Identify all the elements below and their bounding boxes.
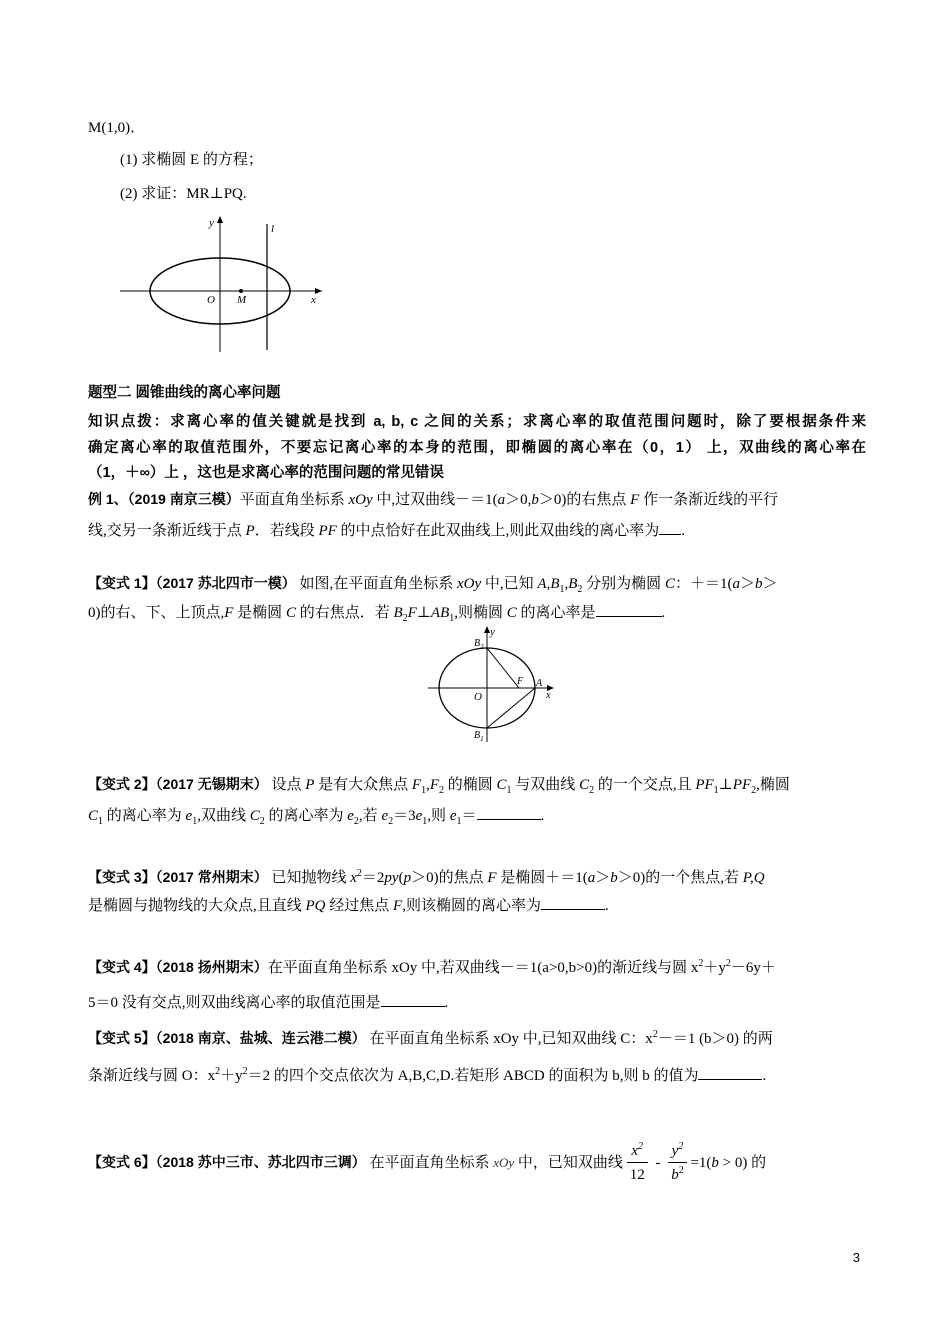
- variant-6-label: 【变式 6】（2018 苏中三市、苏北四市三调）: [88, 1153, 366, 1170]
- label-f: F: [517, 676, 524, 687]
- variant-3-line-2: 是椭圆与抛物线的大众点,且直线 PQ 经过焦点 F,则该椭圆的离心率为 .: [88, 895, 866, 916]
- y-axis-arrow: [217, 216, 223, 223]
- answer-blank: [477, 805, 541, 820]
- variant-4-line-1: 【变式 4】（2018 扬州期末）在平面直角坐标系 xOy 中,若双曲线－＝1(a>0,b>0)的渐近线与圆 $x^2+y^2-6y+$: [88, 958, 776, 976]
- tip-line-3: （1，＋∞）上 ，这也是求离心率的范围问题的常见错误: [88, 465, 444, 481]
- example-1-label: 例 1、（2019 南京三模）: [88, 491, 240, 507]
- label-o: O: [207, 294, 215, 306]
- variant-3-line-1: 【变式 3】（2017 常州期末） 已知抛物线 $x^2=2py(p>0)$的焦点 F 是椭圆＋＝1(a＞b＞0)的一个焦点,若 P,Q: [88, 868, 765, 886]
- variant-3-label: 【变式 3】（2017 常州期末）: [88, 869, 268, 885]
- variant-5-label: 【变式 5】（2018 南京、盐城、连云港二模）: [88, 1030, 366, 1046]
- label-m: M: [237, 294, 247, 306]
- label-y: y: [209, 217, 214, 229]
- ellipse-figure-2: [424, 622, 559, 744]
- segment-b2f: [487, 648, 519, 688]
- ellipse-figure-1: [110, 212, 335, 358]
- label-l: l: [271, 223, 275, 235]
- label-x: x: [311, 294, 316, 306]
- label-y: y: [490, 626, 495, 638]
- variant-6-line-1: 【变式 6】（2018 苏中三市、苏北四市三调） 在平面直角坐标系 xOy 中，已知双曲线 $\frac{x^2}{12}$ - $\frac{y^2}{b^2}$ =1(b > 0) 的: [88, 1140, 866, 1200]
- tip-line-1: 知识点拨：求离心率的值关键就是找到 a, b, c 之间的关系；求离心率的取值范围问题时，除了要根据条件来: [88, 414, 866, 430]
- section-title: 题型二 圆锥曲线的离心率问题: [88, 385, 281, 401]
- label-a: A: [536, 678, 543, 689]
- variant-1-label: 【变式 1】（2017 苏北四市一模）: [88, 575, 296, 591]
- prev-line: M(1,0)．: [88, 120, 146, 136]
- segment-ab1: [487, 688, 535, 728]
- variant-2-line-1: 【变式 2】（2017 无锡期末） 设点 P 是有大众焦点 $F_1,F_2$ 的椭圆 $C_1$ 与双曲线 $C_2$ 的一个交点,且 $PF_1\perp PF_2$,椭圆: [88, 776, 790, 796]
- question-1: (1) 求椭圆 E 的方程；: [120, 152, 263, 168]
- x-axis-arrow: [315, 288, 322, 294]
- variant-1-line-1: 【变式 1】（2017 苏北四市一模） 如图,在平面直角坐标系 xOy 中,已知 $A,B_1,B_2$ 分别为椭圆 C：＋＝1(a＞b＞: [88, 575, 778, 595]
- variant-1-line-2: 0)的右、下、上顶点,F 是椭圆 C 的右焦点．若 $B_2F\perp AB_1$,则椭圆 C 的离心率是 .: [88, 602, 866, 623]
- variant-2-label: 【变式 2】（2017 无锡期末）: [88, 776, 268, 792]
- variant-5-line-1: 【变式 5】（2018 南京、盐城、连云港二模） 在平面直角坐标系 xOy 中,已知双曲线 C：$x^2-=1$ (b＞0) 的两: [88, 1029, 773, 1047]
- tip-line-2: 确定离心率的取值范围外，不要忘记离心率的本身的范围，即椭圆的离心率在（0，1） 上，双曲线的离心率在: [88, 440, 866, 456]
- variant-5-line-2: 条渐近线与圆 O：$x^2+y^2=2$ 的四个交点依次为 A,B,C,D.若矩形 ABCD 的面积为 b,则 b 的值为 .: [88, 1066, 767, 1084]
- answer-blank: [541, 895, 605, 910]
- page-number: 3: [852, 1250, 860, 1265]
- label-b1: $B_1$: [474, 730, 484, 743]
- answer-blank: [659, 520, 681, 535]
- label-x: x: [546, 690, 551, 701]
- question-2: (2) 求证：MR⊥PQ.: [120, 186, 247, 202]
- variant-2-line-2: $C_1$ 的离心率为 $e_1$,双曲线 $C_2$ 的离心率为 $e_2$,若 $e_2=3e_1$,则 $e_1=$ .: [88, 805, 866, 826]
- answer-blank: [381, 992, 445, 1007]
- answer-blank: [698, 1065, 762, 1080]
- fraction-x2-over-12: $\frac{x^2}{12}$: [627, 1140, 648, 1187]
- variant-4-label: 【变式 4】（2018 扬州期末）: [88, 959, 268, 975]
- label-o: O: [474, 691, 482, 703]
- point-m: [239, 289, 243, 293]
- example-1-line-2: 线,交另一条渐近线于点 P．若线段 PF 的中点恰好在此双曲线上,则此双曲线的离心率为 .: [88, 520, 866, 541]
- label-b2: $B_2$: [474, 638, 484, 651]
- example-1-line-1: 例 1、（2019 南京三模）平面直角坐标系 xOy 中,过双曲线－＝1(a＞0,b＞0)的右焦点 F 作一条渐近线的平行: [88, 491, 779, 508]
- variant-4-line-2: 5＝0 没有交点,则双曲线离心率的取值范围是 .: [88, 992, 866, 1013]
- fraction-y2-over-b2: $\frac{y^2}{b^2}$: [668, 1140, 687, 1187]
- answer-blank: [596, 602, 662, 617]
